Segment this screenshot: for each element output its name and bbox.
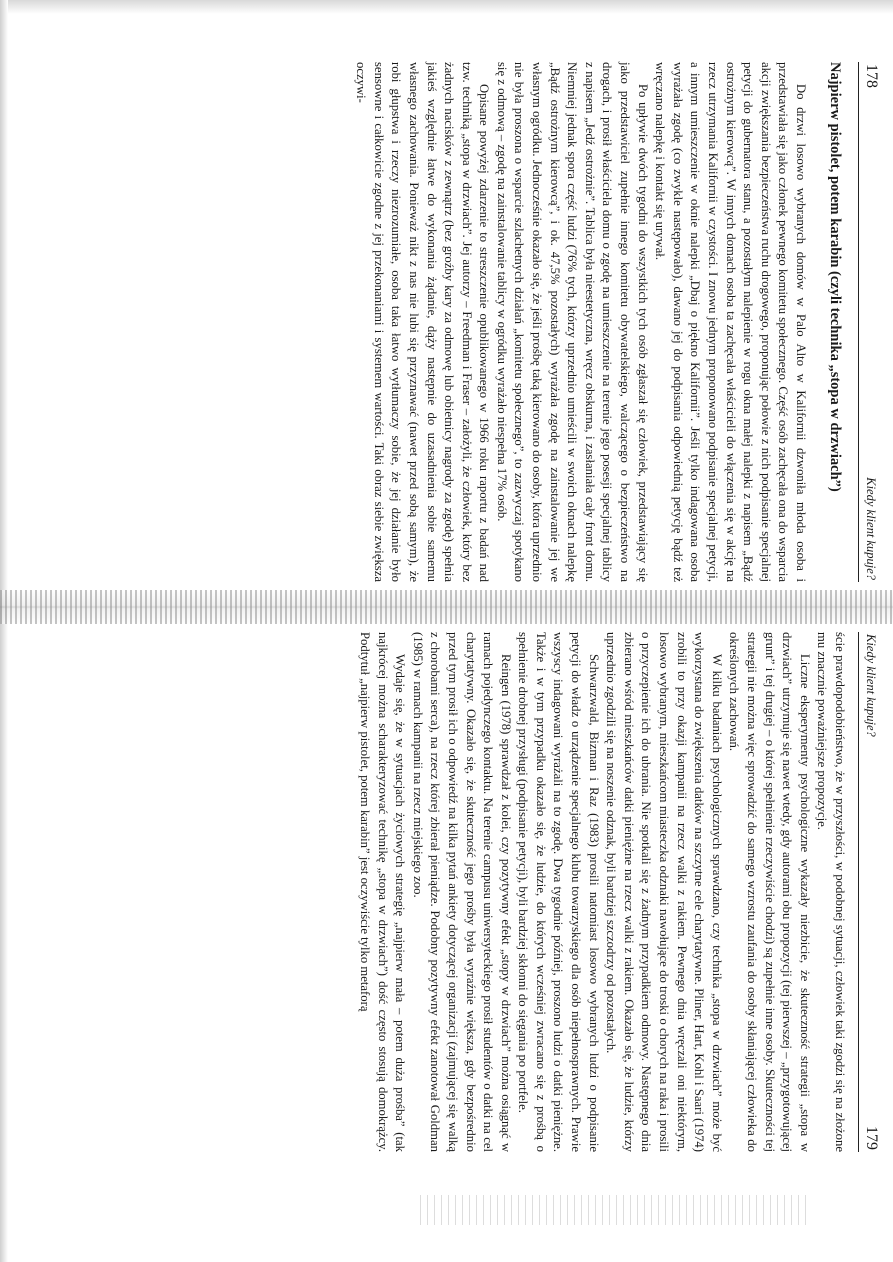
right-running-title: Kiedy klient kupuje? bbox=[864, 634, 878, 737]
book-gutter bbox=[0, 590, 893, 624]
scan-noise bbox=[420, 1195, 810, 1225]
right-paragraph-5: Reingen (1978) sprawdzał z kolei, czy pozytywny efekt „stopy w drzwiach” można osiągnąć w ramach pojedynczego kontaktu. Na terenie campusu uniwersyteckiego prosił studentów o datki na cel charytatywny. Okazało się, że skuteczność jego prośby była wyraźnie większa, gdy bezpośrednio przed tym prosił ich o odpowiedź na kilka pytań ankiety dotyczącej organizacji (zajmującej się walką z chorobami serca), na rzecz której zbierał pieniądze. Podobny pozytywny efekt zanotował Goldman (1985) w ramach kampanii na rzecz miejskiego zoo. bbox=[410, 632, 513, 1152]
scan-edge-left bbox=[0, 0, 8, 1262]
left-running-title: Kiedy klient kupuje? bbox=[864, 477, 878, 580]
scan-edge-top bbox=[0, 0, 893, 14]
right-paragraph-4: Schwarzwald, Bizman i Raz (1983) prosili natomiast losowo wybranych ludzi o podpisanie petycji do władz o urządzenie specjalnego klubu towarzyskiego dla osób niepełnosprawnych. Prawie wszyscy indagowani wyrażali na to zgodę. Dwa tygodnie później, proszono ludzi o datki pieniężne. Także i w tym przypadku okazało się, że ludzie, do których wcześniej zwracano się z prośbą o spełnienie drobnej przysługi (podpisanie petycji), byli bardziej skłonni do sięgania po portfele. bbox=[516, 632, 601, 1152]
section-heading: Najpierw pistolet, potem karabin (czyli technika „stopa w drzwiach”) bbox=[827, 62, 843, 492]
right-paragraph-1: ście prawdopodobieństwo, że w przyszłości, w podobnej sytuacji, człowiek taki zgodzi się na złożone mu znacznie poważniejsze propozycje. bbox=[815, 632, 847, 1152]
left-page-body bbox=[352, 62, 844, 582]
right-book-page bbox=[35, 632, 880, 1152]
right-paragraph-6: Wydaje się, że w sytuacjach życiowych strategię „najpierw mała – potem duża prośba” (tak najkrócej można scharakteryzować technikę „stopa w drzwiach”) dość często stosują domokrążcy. Podtytuł „najpierw pistolet, potem karabin” jest oczywiście tylko metaforą bbox=[357, 632, 408, 1152]
right-paragraph-2: Liczne eksperymenty psychologiczne wykazały niezbicie, że skuteczność strategii „stopa w drzwiach” utrzymuje się nawet wtedy, gdy autorami obu propozycji (tej pierwszej – „przygotowującej grunt” i tej drugiej – o której spełnienie rzeczywiście chodzi) są zupełnie inne osoby. Skuteczności tej strategii nie można więc sprowadzić do samego wzrostu zaufania do osoby skłaniającej człowieka do określonych zachowań. bbox=[727, 632, 812, 1152]
left-running-head bbox=[858, 62, 880, 582]
left-paragraph-1: Do drzwi losowo wybranych domów w Palo Alto w Kalifornii dzwoniła młoda osoba i przedstawiała się jako członek pewnego komitetu społecznego. Część osób zachęcała ona do wsparcia akcji zwiększania bezpieczeństwa ruchu drogowego, proponując połowie z nich podpisanie specjalnej petycji do gubernatora stanu, a pozostałym nalepienie w rogu okna małej nalepki z napisem „Bądź ostrożnym kierowcą”. W innych domach osoba ta zachęcała właścicieli do włączenia się w akcję na rzecz utrzymania Kalifornii w czystości. I znowu jednym proponowano podpisanie specjalnej petycji, a innym umieszczenie w oknie nalepki „Dbaj o piękno Kalifornii”. Jeśli tylko indagowana osoba wyrażała zgodę (co zwykle następowało), dawano jej do podpisania odpowiednią petycję bądź też wręczano nalepkę i kontakt się urywał. bbox=[653, 62, 808, 582]
right-running-head bbox=[858, 632, 880, 1152]
right-paragraph-3: W kilku badaniach psychologicznych sprawdzano, czy technika „stopa w drzwiach” może być wykorzystana do zwiększenia datków na szczytne cele charytatywne. Pliner, Hart, Kohl i Saari (1974) zrobili to przy okazji kampanii na rzecz walki z rakiem. Pewnego dnia wręczali oni niektórym, losowo wybranym, mieszkańcom miasteczka odznaki nawołujące do troski o chorych na raka i prosili o przyczepienie ich do ubrania. Nie spotkali się z żadnym przypadkiem odmowy. Następnego dnia zbierano wśród mieszkańców datki pieniężne na rzecz walki z rakiem. Okazało się, że ludzie, którzy uprzednio zgodzili się na noszenie odznak, byli bardziej szczodrzy od pozostałych. bbox=[604, 632, 724, 1152]
left-paragraph-2: Po upływie dwóch tygodni do wszystkich tych osób zgłaszał się człowiek, przedstawiający się jako przedstawiciel zupełnie innego komitetu obywatelskiego, walczącego o bezpieczeństwo na drogach, i prosił właściciela domu o zgodę na umieszczenie na terenie jego posesji specjalnej tablicy z napisem „Jedź ostrożnie”. Tablica była nieestetyczna, wręcz obskurna, i zasłaniała cały front domu. Niemniej jednak spora część ludzi (76% tych, którzy uprzednio umieścili w swoich oknach nalepkę „Bądź ostrożnym kierowcą”, i ok. 47,5% pozostałych) wyrażała zgodę na zainstalowanie jej we własnym ogródku. Jednocześnie okazało się, że jeśli prośbę taką kierowano do osoby, która uprzednio nie była proszona o wsparcie szlachetnych działań „komitetu społecznego”, to zazwyczaj spotykano się z odmową – zgodę na zainstalowanie tablicy w ogródku wyrażało niespełna 17% osób. bbox=[494, 62, 650, 582]
right-page-body bbox=[355, 632, 848, 1152]
left-paragraph-3: Opisane powyżej zdarzenie to streszczenie opublikowanego w 1966 roku raportu z badań nad tzw. techniką „stopa w drzwiach”. Jej autorzy – Freedman i Fraser – założyli, że człowiek, który bez żadnych nacisków z zewnątrz (bez groźby kary za odmowę lub obietnicy nagrody za zgodę) spełnia jakieś względnie łatwe do wykonania żądanie, dąży następnie do uzasadnienia sobie samemu własnego zachowania. Ponieważ nikt z nas nie lubi się przyznawać (nawet przed sobą samym), że robi głupstwa i rzeczy niezrozumiałe, osoba taka łatwo wytłumaczy sobie, że jej działanie było sensowne i całkowicie zgodne z jej przekonaniami i systemem wartości. Taki obraz siebie zwiększa oczywi- bbox=[354, 62, 492, 582]
right-page-number: 179 bbox=[863, 1126, 880, 1150]
left-book-page bbox=[35, 62, 880, 582]
left-page-number: 178 bbox=[863, 64, 880, 88]
